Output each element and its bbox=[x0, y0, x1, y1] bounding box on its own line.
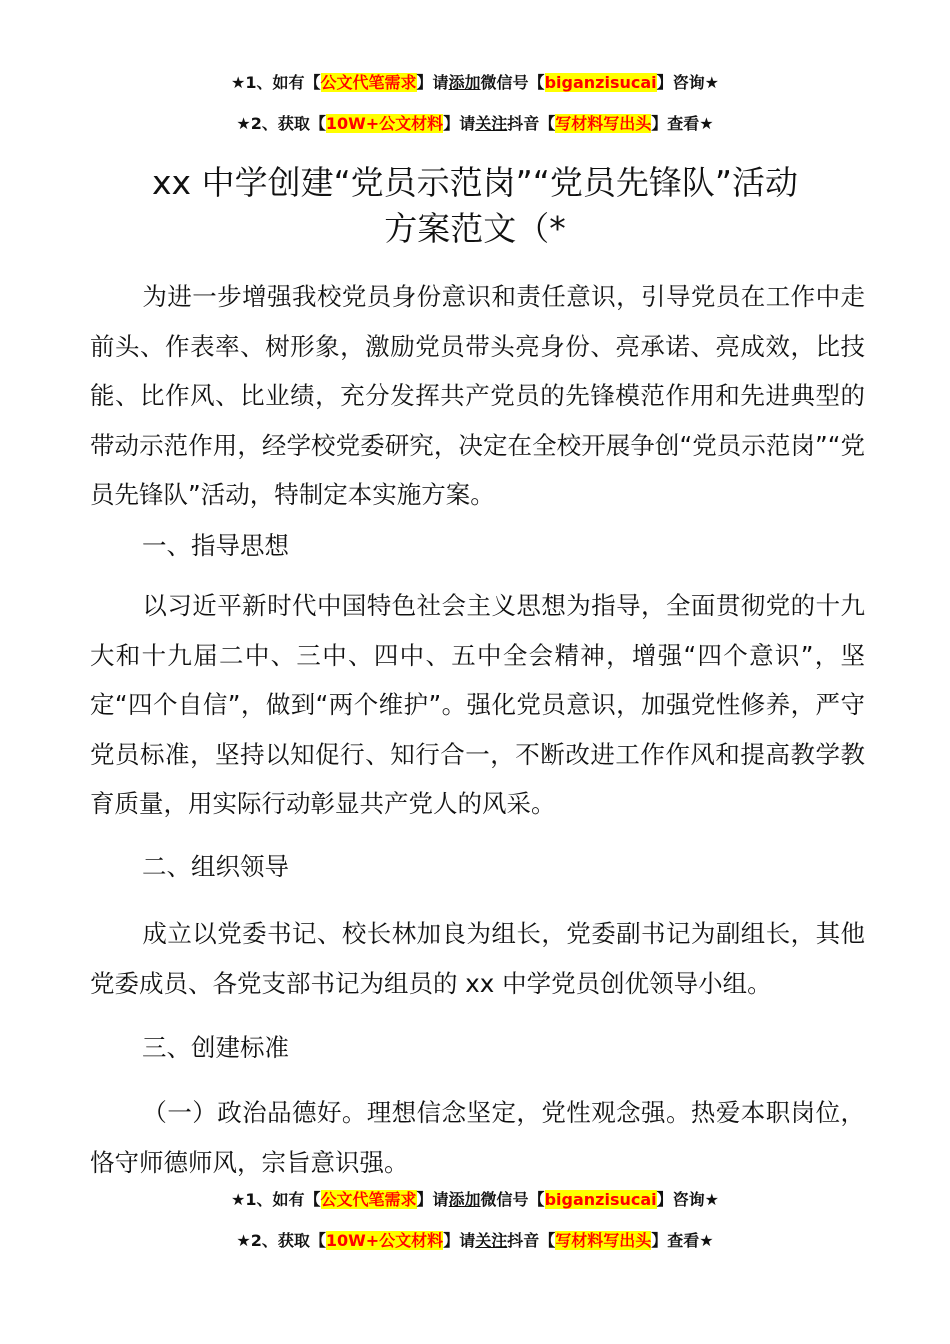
promo-line-1-bottom bbox=[0, 1187, 950, 1210]
organization-text: 成立以党委书记、校长林加良为组长，党委副书记为副组长，其他党委成员、各党支部书记为组员的 xx 中学党员创优领导小组。 bbox=[90, 919, 865, 998]
promo-highlight: 公文代笔需求 bbox=[320, 1190, 417, 1209]
doc-title-line-2: 方案范文（* bbox=[384, 209, 566, 248]
promo-text: 抖音【 bbox=[507, 114, 556, 133]
section-heading-2: 二、组织领导 bbox=[142, 852, 289, 881]
promo-underline: 添加 bbox=[448, 1190, 481, 1209]
promo-text: ★1、如有【 bbox=[231, 73, 321, 92]
promo-underline: 添加 bbox=[448, 73, 481, 92]
intro-text: 为进一步增强我校党员身份意识和责任意识，引导党员在工作中走前头、作表率、树形象，激励党员带头亮身份、亮承诺、亮成效，比技能、比作风、比业绩，充分发挥共产党员的先锋模范作用和先进典型的带动示范作用，经学校党委研究，决定在全校开展争创“党员示范岗”“党员先锋队”活动，特制定本实施方案。 bbox=[90, 282, 865, 510]
promo-text: ★2、获取【 bbox=[236, 1231, 326, 1250]
organization-paragraph bbox=[90, 909, 865, 1008]
promo-text: 微信号【 bbox=[480, 1190, 545, 1209]
promo-text: 】查看★ bbox=[651, 1231, 714, 1250]
promo-text: ★1、如有【 bbox=[231, 1190, 321, 1209]
promo-highlight: 公文代笔需求 bbox=[320, 73, 417, 92]
promo-text: ★2、获取【 bbox=[236, 114, 326, 133]
section-heading-3: 三、创建标准 bbox=[142, 1033, 289, 1062]
promo-text: 】请 bbox=[443, 114, 476, 133]
promo-line-1-top bbox=[0, 70, 950, 93]
doc-title-line-1: xx 中学创建“党员示范岗”“党员先锋队”活动 bbox=[152, 163, 798, 202]
promo-text: 抖音【 bbox=[507, 1231, 556, 1250]
standards-paragraph bbox=[90, 1088, 865, 1187]
promo-text: 】咨询★ bbox=[656, 73, 719, 92]
promo-underline: 关注 bbox=[475, 114, 508, 133]
section-heading-1: 一、指导思想 bbox=[142, 531, 289, 560]
promo-highlight: 10W+公文材料 bbox=[325, 114, 444, 133]
intro-paragraph bbox=[90, 272, 865, 520]
promo-text: 】请 bbox=[443, 1231, 476, 1250]
promo-line-2-bottom bbox=[0, 1228, 950, 1251]
promo-highlight: biganzisucai bbox=[544, 1190, 657, 1209]
promo-highlight: biganzisucai bbox=[544, 73, 657, 92]
promo-text: 】请 bbox=[416, 1190, 449, 1209]
promo-underline: 关注 bbox=[475, 1231, 508, 1250]
promo-text: 】查看★ bbox=[651, 114, 714, 133]
doc-title bbox=[60, 160, 890, 252]
promo-highlight: 写材料写出头 bbox=[555, 1231, 652, 1250]
guiding-thought-text: 以习近平新时代中国特色社会主义思想为指导，全面贯彻党的十九大和十九届二中、三中、四中、五中全会精神，增强“四个意识”，坚定“四个自信”，做到“两个维护”。强化党员意识，加强党性修养，严守党员标准，坚持以知促行、知行合一，不断改进工作作风和提高教学教育质量，用实际行动彰显共产党人的风采。 bbox=[90, 591, 865, 819]
promo-text: 】咨询★ bbox=[656, 1190, 719, 1209]
promo-line-2-top bbox=[0, 111, 950, 134]
promo-highlight: 写材料写出头 bbox=[555, 114, 652, 133]
promo-text: 微信号【 bbox=[480, 73, 545, 92]
standards-text: （一）政治品德好。理想信念坚定，党性观念强。热爱本职岗位，恪守师德师风，宗旨意识强。 bbox=[90, 1098, 865, 1177]
guiding-thought-paragraph bbox=[90, 581, 865, 829]
promo-highlight: 10W+公文材料 bbox=[325, 1231, 444, 1250]
promo-text: 】请 bbox=[416, 73, 449, 92]
